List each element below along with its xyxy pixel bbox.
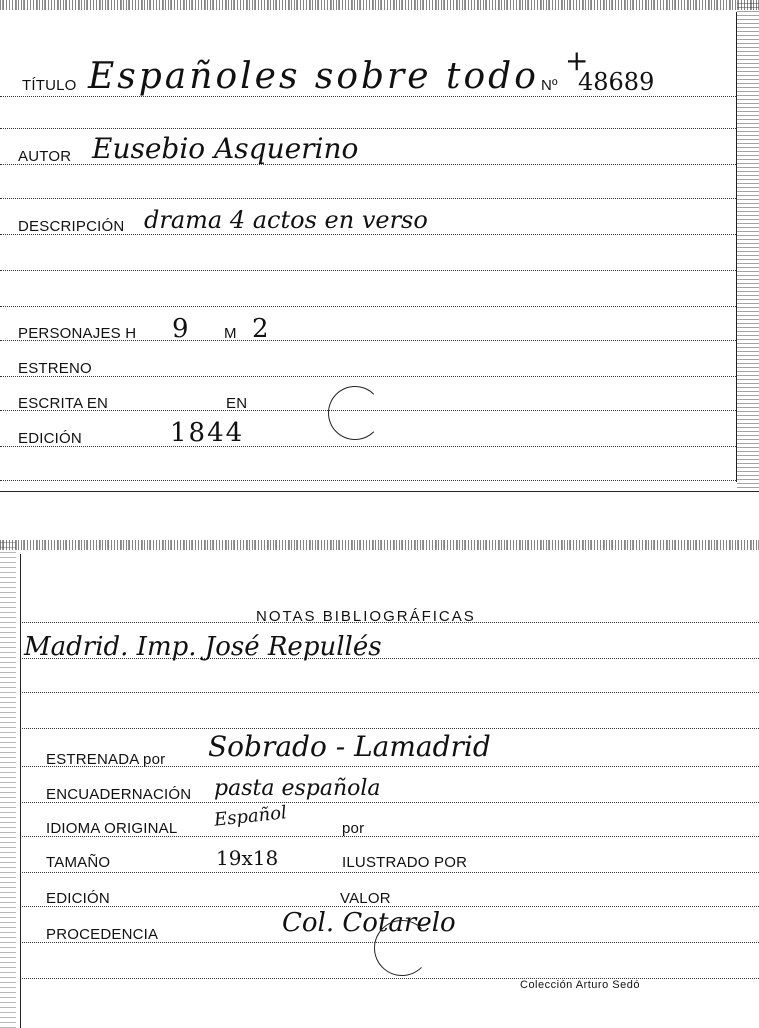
edicion-label: EDICIÓN <box>46 890 110 907</box>
encuadernacion-value: pasta española <box>214 776 381 801</box>
collection-credit: Colección Arturo Sedó <box>520 979 640 991</box>
edicion-value: 1844 <box>170 418 245 448</box>
scan-noise-right <box>737 0 759 492</box>
scan-noise-left <box>0 540 16 1028</box>
valor-label: VALOR <box>340 890 391 907</box>
procedencia-label: PROCEDENCIA <box>46 926 159 943</box>
card-border-right <box>736 12 737 482</box>
estrenada-label: ESTRENADA por <box>46 751 166 768</box>
titulo-value: Españoles sobre todo <box>88 56 539 97</box>
notas-value: Madrid. Imp. José Repullés <box>24 632 382 662</box>
ruled-line <box>0 270 736 271</box>
card-border-left <box>20 554 21 1028</box>
punch-hole <box>374 920 430 976</box>
catalog-card-front <box>0 0 759 492</box>
descripcion-label: DESCRIPCIÓN <box>18 218 125 235</box>
estrenada-value: Sobrado - Lamadrid <box>208 730 491 763</box>
escrita-label: ESCRITA EN <box>18 395 109 412</box>
por-label: por <box>342 820 365 837</box>
ruled-line <box>20 872 759 873</box>
idioma-label: IDIOMA ORIGINAL <box>46 820 178 837</box>
scan-noise-top <box>0 540 759 550</box>
scan-noise-top <box>0 0 759 10</box>
numero-mark: + <box>565 44 589 77</box>
ruled-line <box>0 480 736 481</box>
titulo-label: TÍTULO <box>22 77 77 94</box>
card-border-bottom <box>0 491 759 492</box>
numero-value: 48689 <box>578 68 655 96</box>
edicion-label: EDICIÓN <box>18 430 82 447</box>
ruled-line <box>20 728 759 729</box>
encuadernacion-label: ENCUADERNACIÓN <box>46 786 192 803</box>
ruled-line <box>20 692 759 693</box>
tamano-label: TAMAÑO <box>46 854 111 871</box>
ilustrado-label: ILUSTRADO POR <box>342 854 468 871</box>
tamano-value: 19x18 <box>216 846 279 870</box>
autor-label: AUTOR <box>18 148 72 165</box>
personajes-h-value: 9 <box>172 314 189 344</box>
punch-hole <box>328 386 382 440</box>
escrita-en-label: EN <box>226 395 248 412</box>
catalog-card-back <box>0 540 759 1028</box>
ruled-line <box>0 306 736 307</box>
autor-value: Eusebio Asquerino <box>92 132 359 165</box>
personajes-m-value: 2 <box>252 314 269 344</box>
notas-label: NOTAS BIBLIOGRÁFICAS <box>256 608 476 625</box>
ruled-line <box>0 128 736 129</box>
numero-label: Nº <box>541 77 558 94</box>
ruled-line <box>0 198 736 199</box>
personajes-label: PERSONAJES H <box>18 325 137 342</box>
ruled-line <box>0 376 736 377</box>
descripcion-value: drama 4 actos en verso <box>144 206 428 234</box>
estreno-label: ESTRENO <box>18 360 92 377</box>
ruled-line <box>20 978 759 979</box>
personajes-m-label: M <box>224 325 237 342</box>
ruled-line <box>0 446 736 447</box>
idioma-value: Español <box>213 802 288 831</box>
procedencia-value: Col. Cotarelo <box>282 908 456 938</box>
